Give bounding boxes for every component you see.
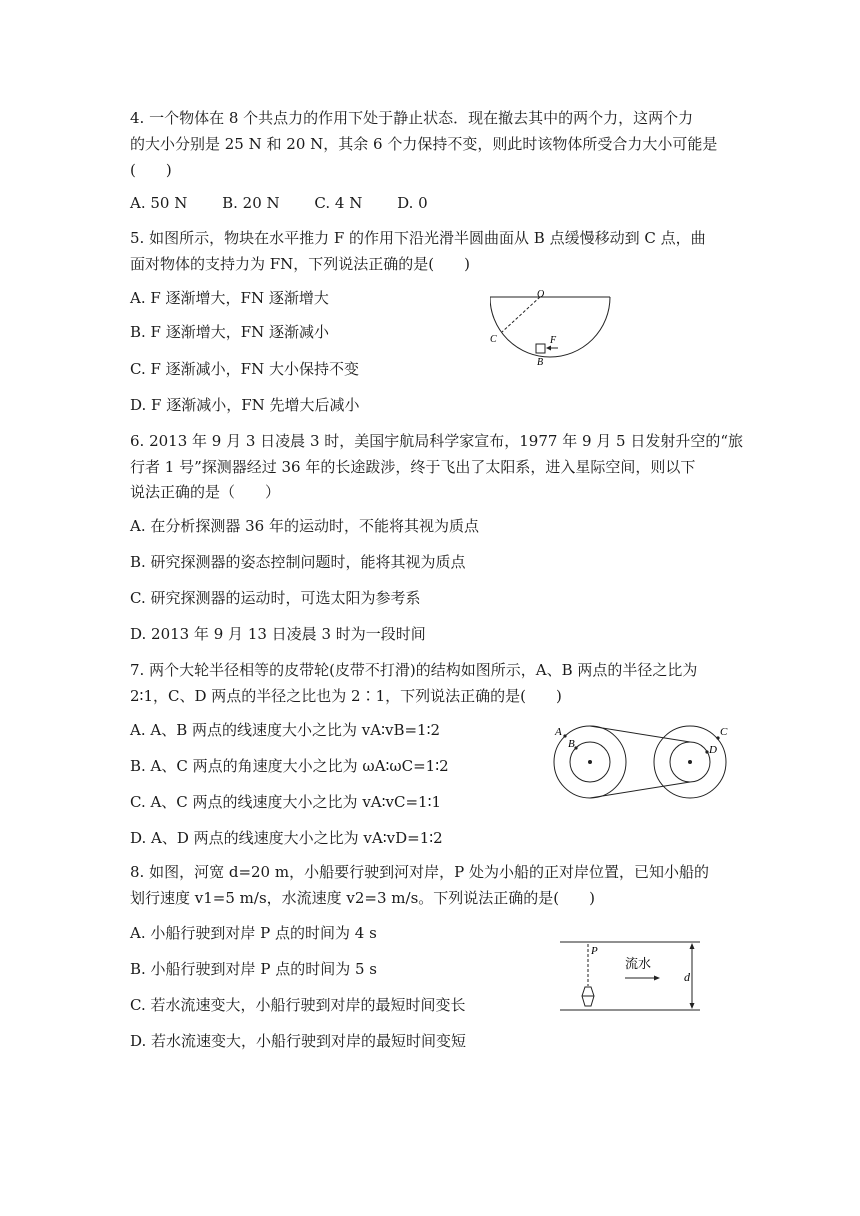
q4-stem-line-1: 4. 一个物体在 8 个共点力的作用下处于静止状态．现在撤去其中的两个力，这两个力 — [130, 109, 694, 127]
q8-river-figure — [560, 940, 710, 1015]
q8-option-b: B. 小船行驶到对岸 P 点的时间为 5 s — [130, 960, 377, 978]
q6-option-b: B. 研究探测器的姿态控制问题时，能将其视为质点 — [130, 553, 466, 571]
q4-stem-line-3: ( ) — [130, 161, 172, 179]
q7-option-d: D. A、D 两点的线速度大小之比为 vA∶vD=1∶2 — [130, 829, 443, 847]
q7-option-b: B. A、C 两点的角速度大小之比为 ωA∶ωC=1∶2 — [130, 757, 449, 775]
q7-option-c: C. A、C 两点的线速度大小之比为 vA∶vC=1∶1 — [130, 793, 442, 811]
q7-option-a: A. A、B 两点的线速度大小之比为 vA∶vB=1∶2 — [130, 721, 441, 739]
q6-stem-line-2: 行者 1 号”探测器经过 36 年的长途跋涉，终于飞出了太阳系，进入星际空间，则以下 — [130, 458, 696, 476]
q7-label-d: D — [709, 744, 717, 756]
q8-label-p: P — [591, 945, 598, 957]
q5-label-f: F — [550, 335, 557, 346]
q7-label-b: B — [568, 738, 575, 750]
q7-point-b — [574, 746, 577, 749]
q8-label-d: d — [684, 970, 690, 984]
q5-option-d: D. F 逐渐减小，FN 先增大后减小 — [130, 396, 360, 414]
q8-label-flow: 流水 — [625, 956, 652, 971]
q6-stem-line-1: 6. 2013 年 9 月 3 日凌晨 3 时，美国宇航局科学家宣布，1977 年 9 月 5 日发射升空的“旅 — [130, 432, 744, 450]
q8-option-d: D. 若水流速变大，小船行驶到对岸的最短时间变短 — [130, 1032, 467, 1050]
q8-stem-line-2: 划行速度 v1=5 m/s，水流速度 v2=3 m/s。下列说法正确的是( ) — [130, 889, 595, 907]
q7-label-a: A — [555, 726, 562, 738]
q8-option-c: C. 若水流速变大，小船行驶到对岸的最短时间变长 — [130, 996, 466, 1014]
q7-point-a — [563, 734, 566, 737]
q8-flow-arrowhead — [654, 976, 660, 981]
q5-block — [536, 344, 545, 353]
q8-width-arrowhead-top — [690, 943, 695, 949]
q5-label-o: O — [537, 290, 545, 300]
q6-stem-line-3: 说法正确的是（ ） — [130, 483, 281, 501]
q7-right-axle — [688, 760, 692, 764]
q8-stem-line-1: 8. 如图，河宽 d=20 m，小船要行驶到河对岸，P 处为小船的正对岸位置，已知小船的 — [130, 863, 709, 881]
q6-option-d: D. 2013 年 9 月 13 日凌晨 3 时为一段时间 — [130, 625, 426, 643]
q4-options: A. 50 N B. 20 N C. 4 N D. 0 — [130, 194, 428, 212]
q5-label-b: B — [537, 357, 544, 368]
q5-label-c: C — [490, 334, 497, 345]
q5-stem-line-2: 面对物体的支持力为 FN，下列说法正确的是( ) — [130, 255, 471, 273]
q7-stem-line-1: 7. 两个大轮半径相等的皮带轮(皮带不打滑)的结构如图所示，A、B 两点的半径之比为 — [130, 661, 698, 679]
q6-option-a: A. 在分析探测器 36 年的运动时，不能将其视为质点 — [130, 517, 479, 535]
q7-belt-pulley-figure — [550, 720, 735, 815]
q5-option-b: B. F 逐渐增大，FN 逐渐减小 — [130, 323, 330, 341]
q7-label-c: C — [720, 726, 728, 738]
q8-option-a: A. 小船行驶到对岸 P 点的时间为 4 s — [130, 924, 377, 942]
q8-width-arrowhead-bottom — [690, 1003, 695, 1009]
q7-stem-line-2: 2∶1，C、D 两点的半径之比也为 2∶1，下列说法正确的是( ) — [130, 687, 562, 705]
q6-option-c: C. 研究探测器的运动时，可选太阳为参考系 — [130, 589, 421, 607]
q5-stem-line-1: 5. 如图所示，物块在水平推力 F 的作用下沿光滑半圆曲面从 B 点缓慢移动到 C 点，曲 — [130, 229, 706, 247]
q5-option-c: C. F 逐渐减小，FN 大小保持不变 — [130, 360, 359, 378]
q5-radius-oc — [502, 297, 540, 332]
q7-belt-top — [590, 726, 690, 742]
q5-force-arrowhead — [546, 346, 551, 351]
q4-stem-line-2: 的大小分别是 25 N 和 20 N，其余 6 个力保持不变，则此时该物体所受合力大小可能是 — [130, 135, 718, 153]
q5-option-a: A. F 逐渐增大，FN 逐渐增大 — [130, 289, 329, 307]
q7-belt-bottom — [590, 782, 690, 798]
q5-semicircle-figure — [490, 290, 630, 370]
q7-left-axle — [588, 760, 592, 764]
